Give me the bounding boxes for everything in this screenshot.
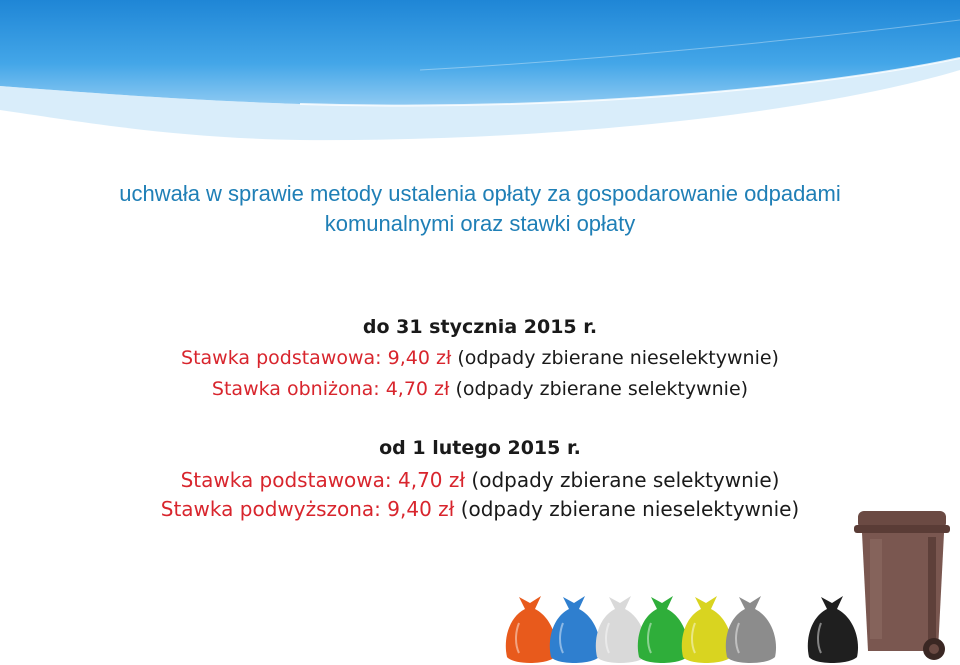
period-1-heading: do 31 stycznia 2015 r.: [362, 316, 598, 338]
waste-bags-illustration: [495, 595, 875, 665]
header-banner: [0, 0, 960, 160]
period-2-rate-increased: [0, 497, 960, 521]
rate-label: Stawka podstawowa: 4,70 zł: [180, 468, 466, 492]
period-1-rate-reduced: [0, 378, 960, 400]
period-1-rate-basic: [0, 347, 960, 369]
rate-note: (odpady zbierane selektywnie): [449, 378, 749, 400]
brown-waste-bin-icon: [848, 505, 958, 665]
title-line-1: uchwała w sprawie metody ustalenia opłaty za gospodarowanie odpadami: [119, 181, 841, 206]
yellow-bag-icon: [682, 596, 732, 663]
rate-label: Stawka obniżona: 4,70 zł: [211, 378, 450, 400]
rate-label: Stawka podstawowa: 9,40 zł: [181, 347, 452, 369]
period-2-rate-basic: [0, 468, 960, 492]
green-bag-icon: [638, 596, 688, 663]
period-2-heading: od 1 lutego 2015 r.: [379, 437, 581, 459]
rate-note: (odpady zbierane nieselektywnie): [451, 347, 779, 369]
rate-note: (odpady zbierane nieselektywnie): [454, 497, 800, 521]
rate-label: Stawka podwyższona: 9,40 zł: [160, 497, 455, 521]
rate-note: (odpady zbierane selektywnie): [465, 468, 780, 492]
grey-bag-icon: [726, 596, 776, 663]
orange-bag-icon: [506, 596, 556, 663]
title-line-2: komunalnymi oraz stawki opłaty: [324, 211, 636, 236]
blue-bag-icon: [550, 596, 600, 663]
